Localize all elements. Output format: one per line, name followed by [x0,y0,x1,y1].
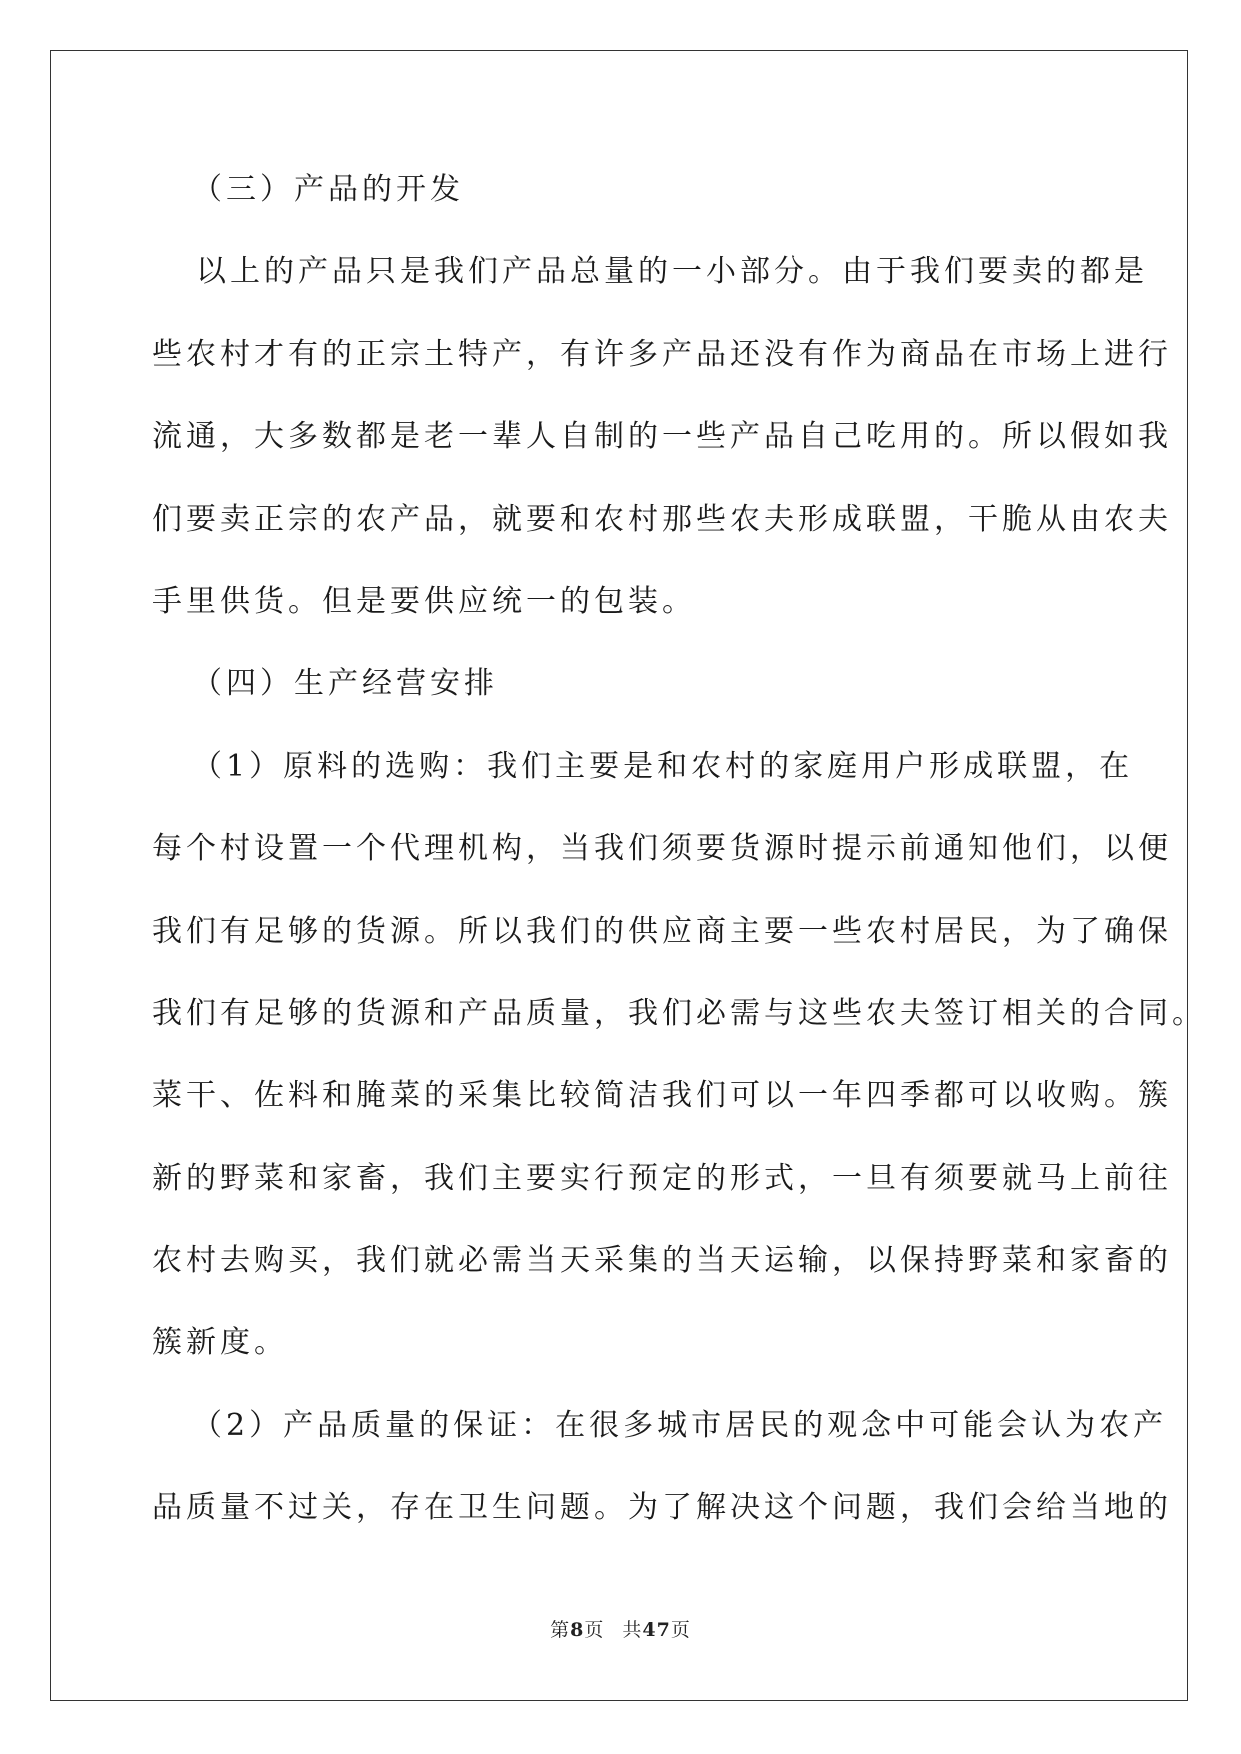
paragraph-line: 我们有足够的货源。所以我们的供应商主要一些农村居民，为了确保 [152,913,1172,949]
section-heading-4: （四）生产经营安排 [192,666,498,702]
paragraph-line: 菜干、佐料和腌菜的采集比较简洁我们可以一年四季都可以收购。簇 [152,1078,1172,1114]
page-number: 8 [570,1619,585,1641]
paragraph-line: 流通，大多数都是老一辈人自制的一些产品自己吃用的。所以假如我 [152,419,1172,455]
section-heading-3: （三）产品的开发 [192,172,464,207]
page-suffix: 页 [584,1619,605,1641]
page-footer [0,1615,1241,1642]
paragraph-line: 簇新度。 [152,1325,288,1361]
paragraph-line: 些农村才有的正宗土特产，有许多产品还没有作为商品在市场上进行 [152,336,1172,372]
paragraph-line: 农村去购买，我们就必需当天采集的当天运输，以保持野菜和家畜的 [152,1243,1172,1279]
total-suffix: 页 [670,1619,691,1641]
total-pages: 47 [642,1619,671,1641]
paragraph-line: 我们有足够的货源和产品质量，我们必需与这些农夫签订相关的合同。 [152,995,1206,1031]
document-body [152,160,1206,1561]
paragraph-line: （1）原料的选购：我们主要是和农村的家庭用户形成联盟，在 [192,748,1134,784]
paragraph-line: 品质量不过关，存在卫生问题。为了解决这个问题，我们会给当地的 [152,1490,1172,1526]
paragraph-line: （2）产品质量的保证：在很多城市居民的观念中可能会认为农产 [192,1407,1168,1443]
paragraph-line: 们要卖正宗的农产品，就要和农村那些农夫形成联盟，干脆从由农夫 [152,501,1172,537]
total-prefix: 共 [622,1619,643,1641]
paragraph-line: 新的野菜和家畜，我们主要实行预定的形式，一旦有须要就马上前往 [152,1160,1172,1196]
paragraph-line: 手里供货。但是要供应统一的包装。 [152,583,696,619]
page-prefix: 第 [550,1619,571,1641]
paragraph-line: 以上的产品只是我们产品总量的一小部分。由于我们要卖的都是 [196,254,1148,290]
paragraph-line: 每个村设置一个代理机构，当我们须要货源时提示前通知他们，以便 [152,831,1172,867]
